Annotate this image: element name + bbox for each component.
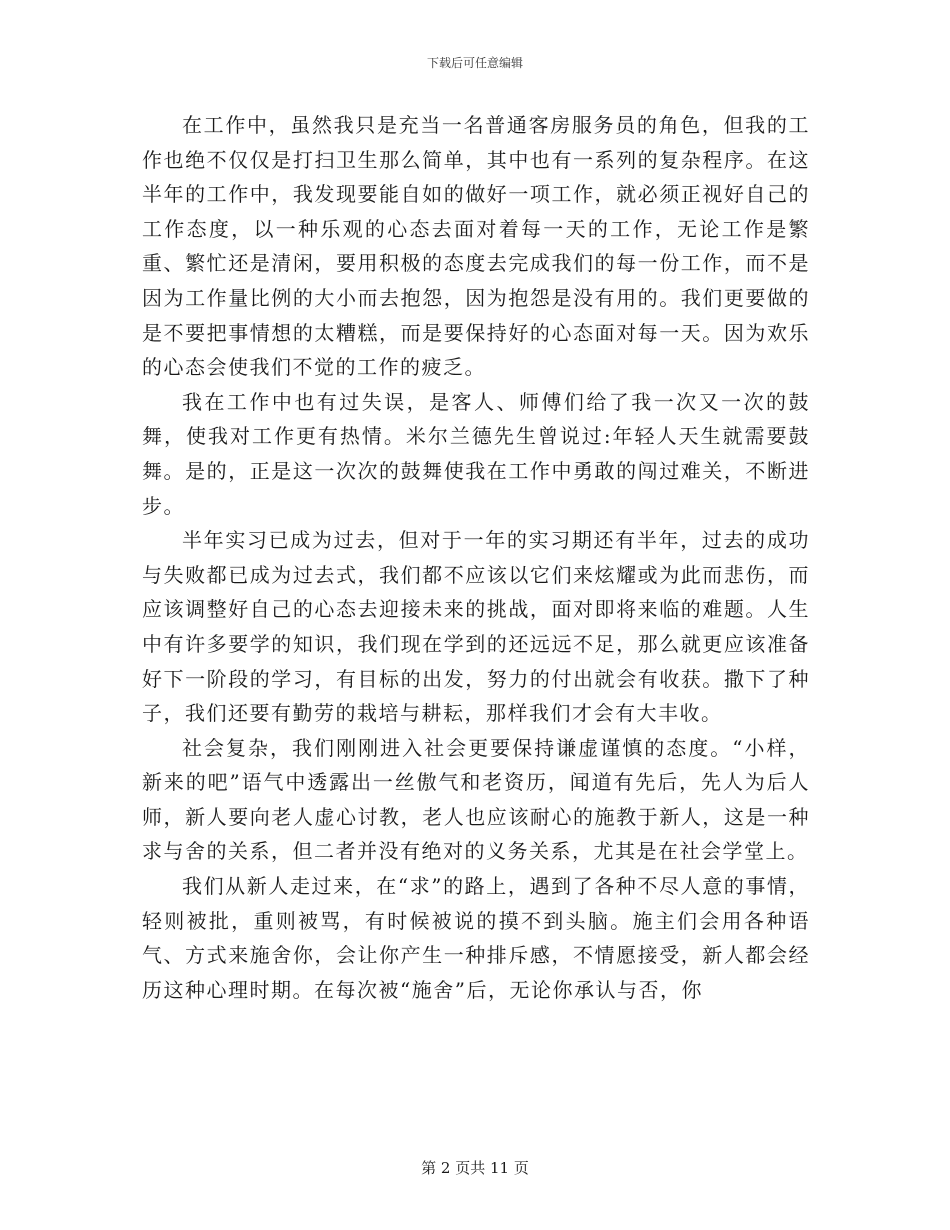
- paragraph-1: 在工作中，虽然我只是充当一名普通客房服务员的角色，但我的工作也绝不仅仅是打扫卫生那么简单，其中也有一系列的复杂程序。在这半年的工作中，我发现要能自如的做好一项工作，就必须正视好自己的工作态度，以一种乐观的心态去面对着每一天的工作，无论工作是繁重、繁忙还是清闲，要用积极的态度去完成我们的每一份工作，而不是因为工作量比例的大小而去抱怨，因为抱怨是没有用的。我们更要做的是不要把事情想的太糟糕，而是要保持好的心态面对每一天。因为欢乐的心态会使我们不觉的工作的疲乏。: [142, 113, 810, 380]
- paragraph-4: 社会复杂，我们刚刚进入社会更要保持谦虚谨慎的态度。“小样，新来的吧”语气中透露出一丝傲气和老资历，闻道有先后，先人为后人师，新人要向老人虚心讨教，老人也应该耐心的施教于新人，这是一种求与舍的关系，但二者并没有绝对的义务关系，尤其是在社会学堂上。: [142, 735, 810, 864]
- page-number: 第 2 页共 11 页: [421, 1159, 529, 1177]
- paragraph-3: 半年实习已成为过去，但对于一年的实习期还有半年，过去的成功与失败都已成为过去式，我们都不应该以它们来炫耀或为此而悲伤，而应该调整好自己的心态去迎接未来的挑战，面对即将来临的难题。人生中有许多要学的知识，我们现在学到的还远远不足，那么就更应该准备好下一阶段的学习，有目标的出发，努力的付出就会有收获。撒下了种子，我们还要有勤劳的栽培与耕耘，那样我们才会有大丰收。: [142, 528, 810, 726]
- paragraph-5: 我们从新人走过来，在“求”的路上，遇到了各种不尽人意的事情，轻则被批，重则被骂，有时候被说的摸不到头脑。施主们会用各种语气、方式来施舍你，会让你产生一种排斥感，不情愿接受，新人都会经历这种心理时期。在每次被“施舍”后，无论你承认与否，你: [142, 874, 810, 1002]
- paragraph-2: 我在工作中也有过失误，是客人、师傅们给了我一次又一次的鼓舞，使我对工作更有热情。米尔兰德先生曾说过:年轻人天生就需要鼓舞。是的，正是这一次次的鼓舞使我在工作中勇敢的闯过难关，不断进步。: [142, 389, 810, 518]
- document-body: [142, 108, 810, 1007]
- page-header: 下载后可任意编辑: [426, 56, 523, 70]
